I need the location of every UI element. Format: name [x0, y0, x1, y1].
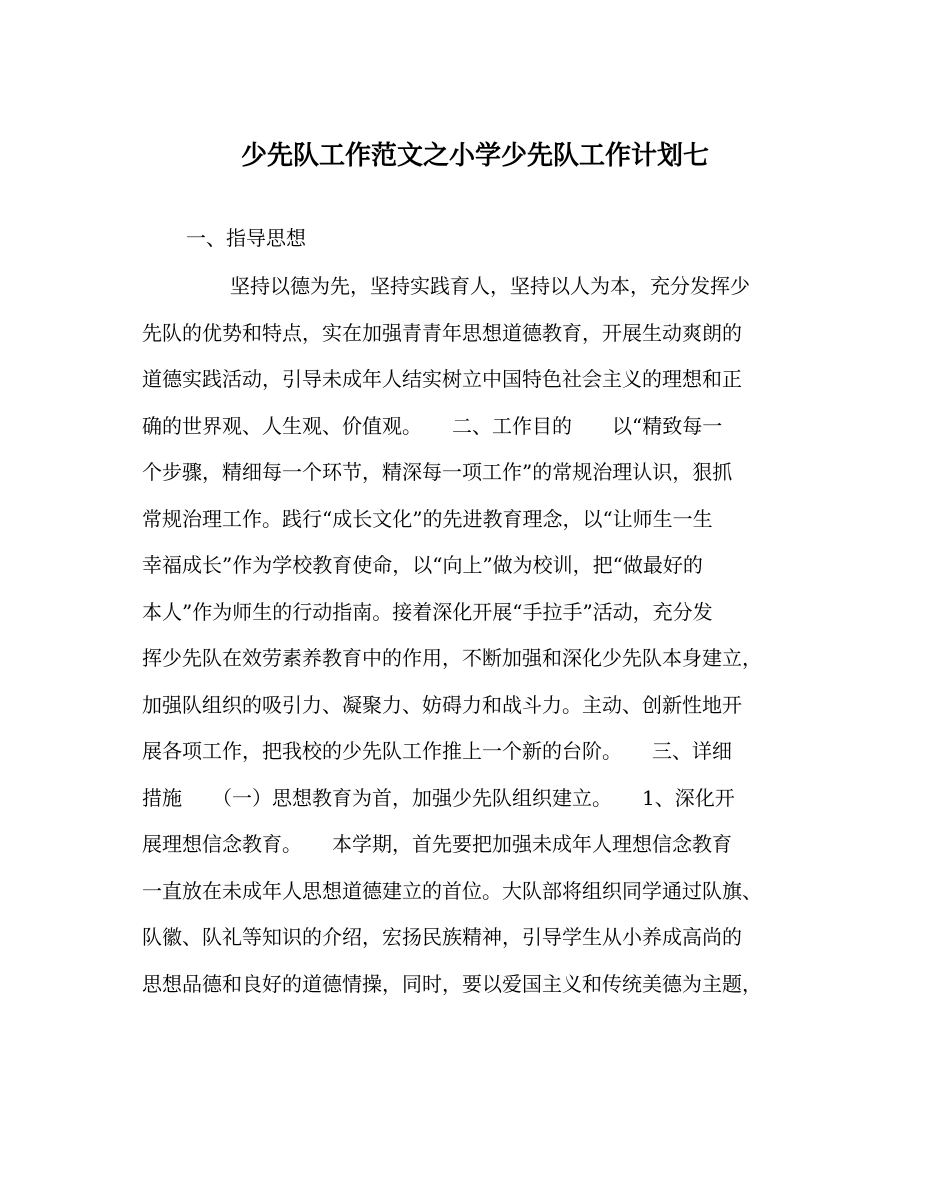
text-line: 队徽、队礼等知识的介绍，宏扬民族精神，引导学生从小养成高尚的 — [142, 925, 742, 949]
text-line: 先队的优势和特点，实在加强青青年思想道德教育，开展生动爽朗的 — [142, 320, 742, 345]
body-paragraph — [142, 266, 810, 1010]
text-line: 本人”作为师生的行动指南。接着深化开展“手拉手”活动，充分发 — [142, 599, 713, 624]
text-line: 道德实践活动，引导未成年人结实树立中国特色社会主义的理想和正 — [142, 367, 742, 391]
text-line: 展各项工作，把我校的少先队工作推上一个新的台阶。 三、详细 — [142, 739, 732, 763]
text-line: 思想品德和良好的道德情操，同时，要以爱国主义和传统美德为主题， — [142, 971, 762, 996]
text-line: 坚持以德为先，坚持实践育人，坚持以人为本，充分发挥少 — [230, 274, 750, 298]
text-line: 加强队组织的吸引力、凝聚力、妨碍力和战斗力。主动、创新性地开 — [142, 692, 742, 717]
text-line: 幸福成长”作为学校教育使命，以“向上”做为校训，把“做最好的 — [142, 553, 703, 577]
text-line: 一直放在未成年人思想道德建立的首位。大队部将组织同学通过队旗、 — [142, 878, 762, 903]
page-title: 少先队工作范文之小学少先队工作计划七 — [240, 141, 709, 171]
text-line: 展理想信念教育。 本学期，首先要把加强未成年人理想信念教育 — [142, 832, 732, 856]
text-line: 确的世界观、人生观、价值观。 二、工作目的 以“精致每一 — [142, 413, 723, 438]
text-line: 挥少先队在效劳素养教育中的作用，不断加强和深化少先队本身建立， — [142, 646, 762, 670]
section-heading: 一、指导思想 — [186, 226, 306, 250]
text-line: 措施 （一）思想教育为首，加强少先队组织建立。 1、深化开 — [142, 785, 735, 810]
text-line: 个步骤，精细每一个环节，精深每一项工作”的常规治理认识，狠抓 — [142, 460, 733, 484]
text-line: 常规治理工作。践行“成长文化”的先进教育理念，以“让师生一生 — [142, 506, 713, 531]
